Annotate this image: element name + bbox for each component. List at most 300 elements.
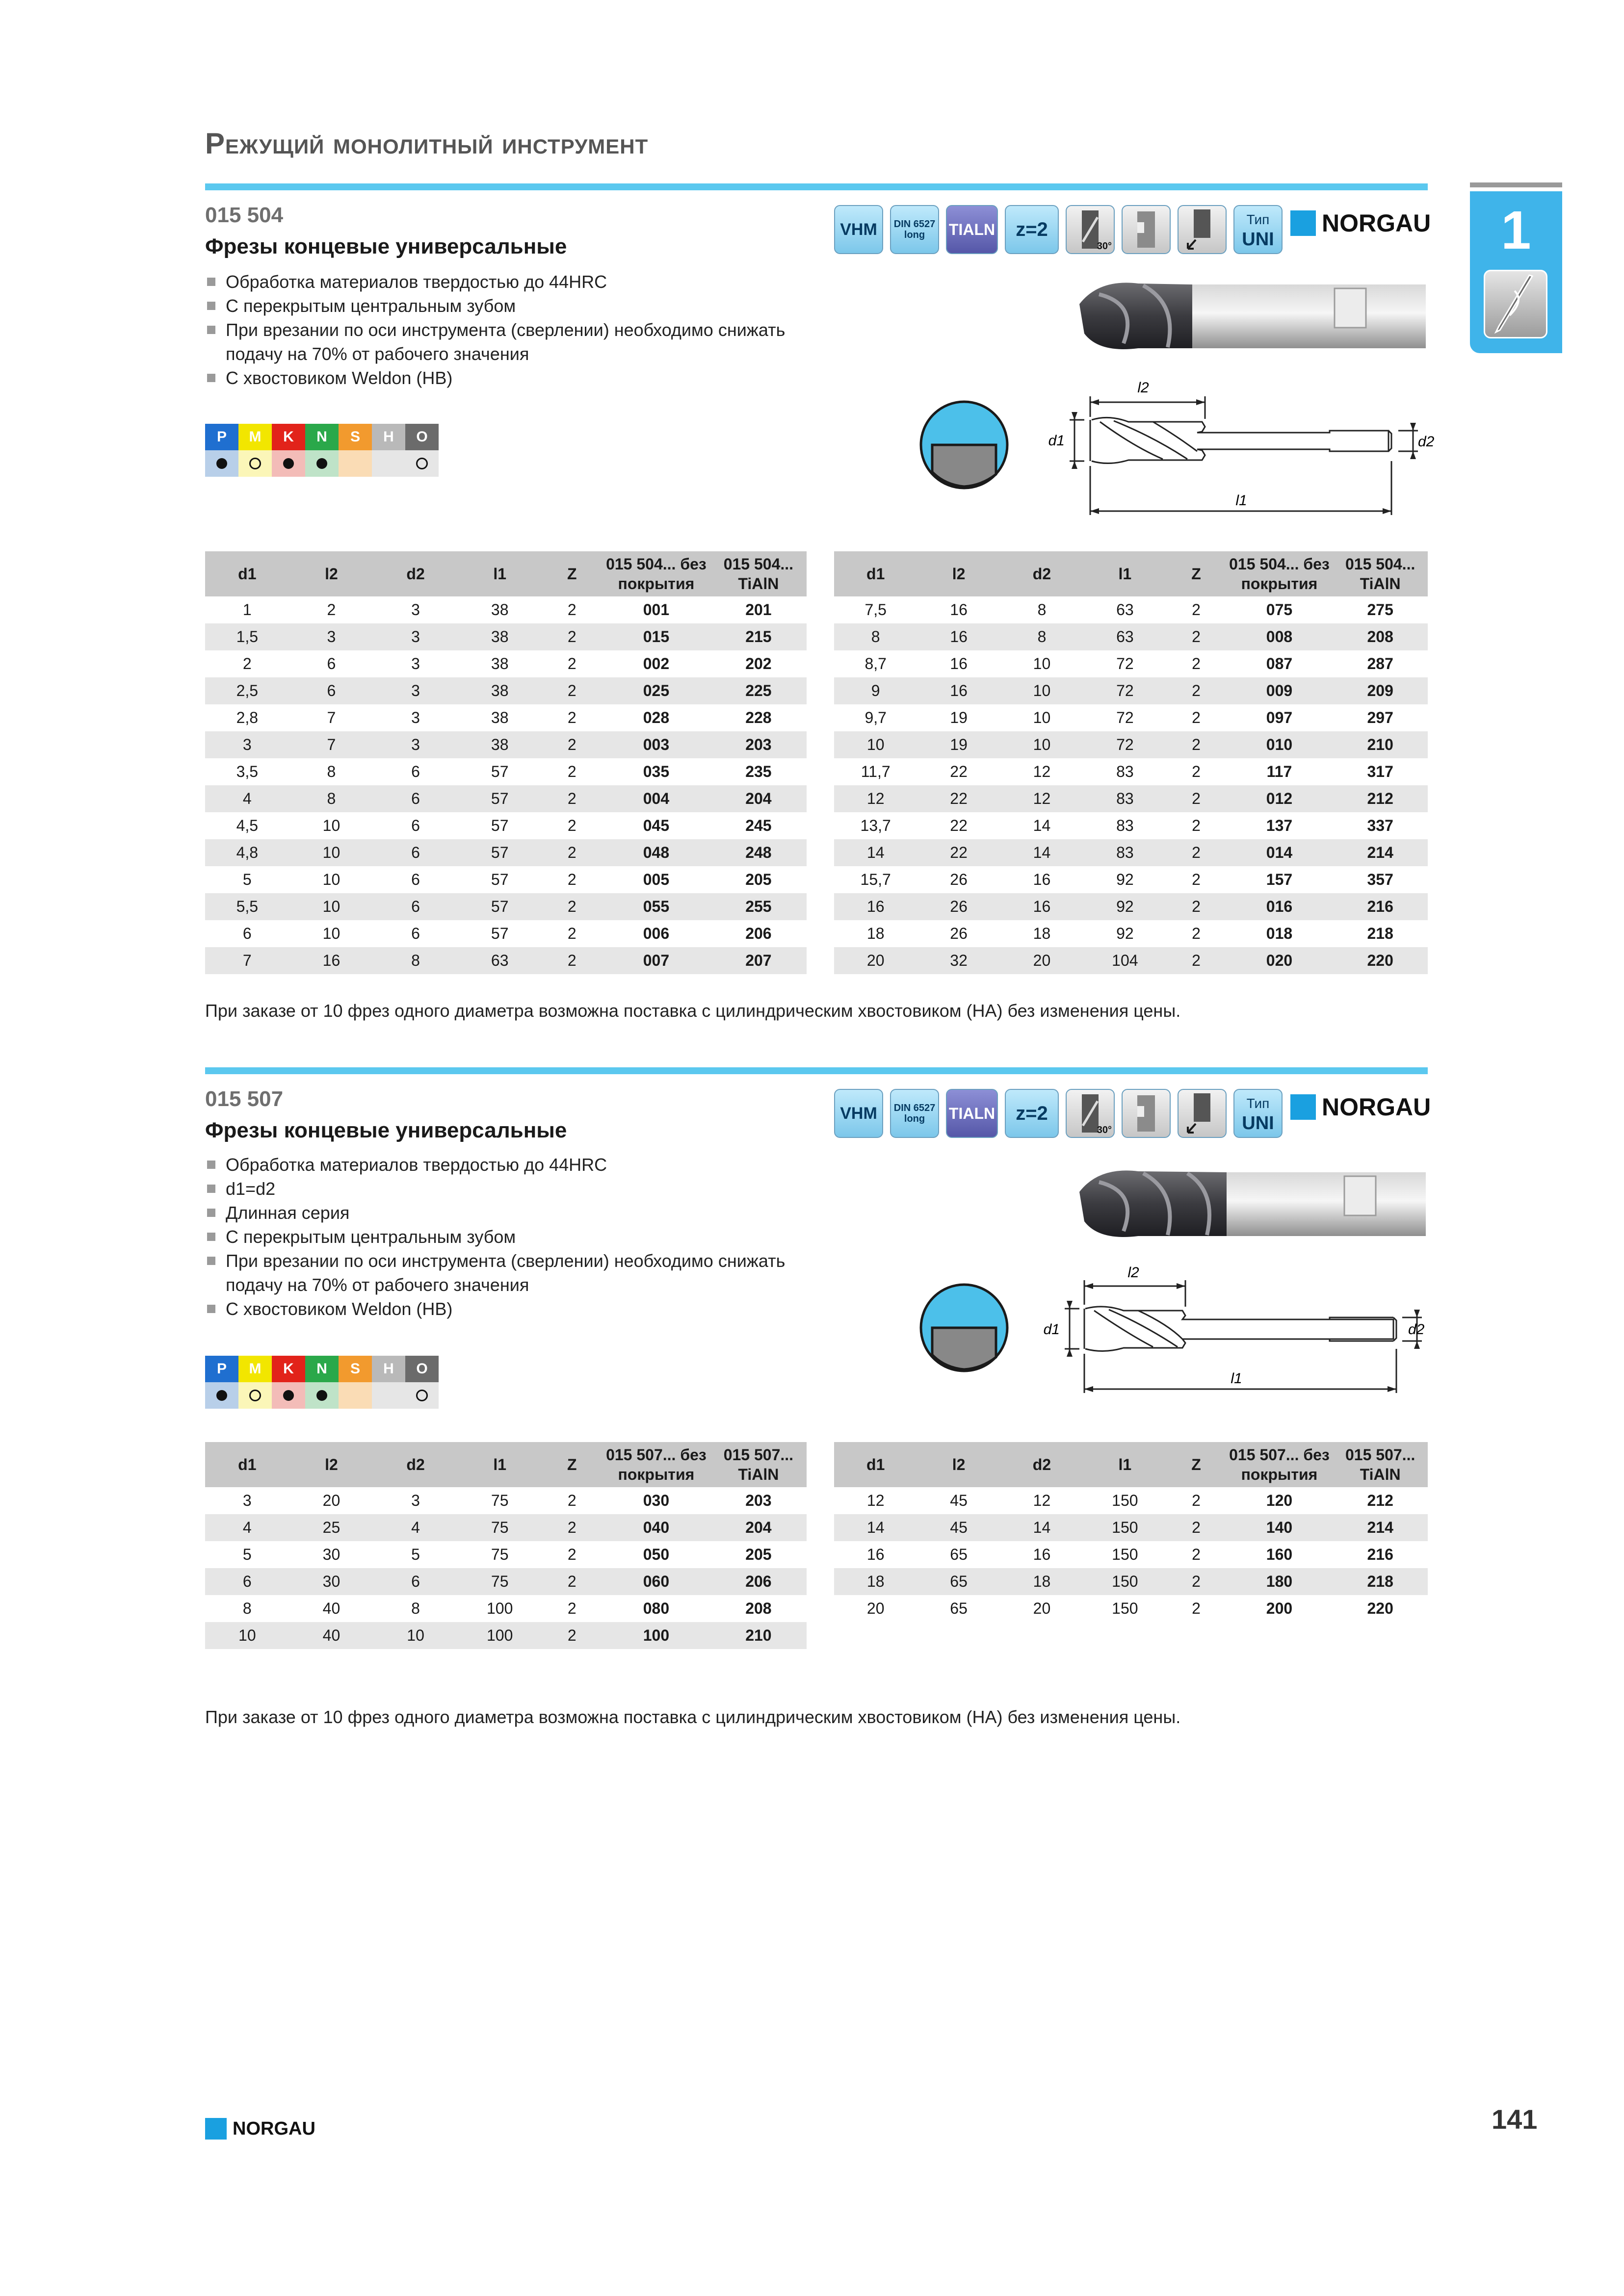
table-row xyxy=(205,677,807,704)
hollow-dot-icon xyxy=(416,1390,428,1401)
table-cell: 12 xyxy=(866,1492,885,1509)
feature-item: Длинная серия xyxy=(205,1201,794,1225)
table-cell: 5 xyxy=(411,1546,420,1563)
table-cell: 2 xyxy=(1167,785,1226,812)
table-cell: 30 xyxy=(322,1546,341,1563)
table-cell: 10 xyxy=(834,731,917,758)
z-label: z=2 xyxy=(1016,1102,1048,1124)
table-cell: 100 xyxy=(602,1622,710,1649)
table-cell: 297 xyxy=(1367,709,1393,726)
table-header-row xyxy=(205,1442,807,1487)
table-cell: 248 xyxy=(710,839,807,866)
feature-item: d1=d2 xyxy=(205,1177,794,1201)
table-cell: 8 xyxy=(373,947,458,974)
material-suitability xyxy=(405,450,439,477)
type-value: UNI xyxy=(1242,1113,1274,1134)
table-cell: 16 xyxy=(1000,893,1083,920)
material-suitability xyxy=(339,1382,372,1409)
table-cell: 050 xyxy=(643,1546,670,1563)
table-cell: 3,5 xyxy=(236,763,259,780)
material-suitability xyxy=(205,1382,238,1409)
table-header-row xyxy=(834,551,1428,596)
table-cell: 57 xyxy=(458,785,542,812)
table-row xyxy=(205,920,807,947)
table-cell: 1,5 xyxy=(205,623,289,650)
section2-brand xyxy=(1290,1093,1431,1121)
section2-table-right xyxy=(834,1442,1428,1622)
material-suitability xyxy=(372,450,405,477)
section1-material-groups xyxy=(205,424,439,477)
section1-brand xyxy=(1290,209,1431,237)
table-cell: 2 xyxy=(567,655,576,672)
table-cell: 4 xyxy=(205,1514,289,1541)
column-header: l1 xyxy=(458,551,542,596)
table-row xyxy=(834,1568,1428,1595)
table-cell: 2 xyxy=(567,763,576,780)
table-cell: 218 xyxy=(1367,925,1393,942)
column-header: d2 xyxy=(373,551,458,596)
table-row xyxy=(834,1514,1428,1541)
table-cell: 245 xyxy=(745,817,772,834)
table-row xyxy=(834,947,1428,974)
table-row xyxy=(205,758,807,785)
table-cell: 003 xyxy=(602,731,710,758)
material-letter: K xyxy=(272,424,305,450)
table-row xyxy=(205,650,807,677)
table-cell: 4,5 xyxy=(236,817,259,834)
table-cell: 160 xyxy=(1266,1546,1293,1563)
material-letter: N xyxy=(305,1356,339,1382)
table-cell: 9,7 xyxy=(864,709,887,726)
table-cell: 7 xyxy=(327,709,336,726)
table-cell: 212 xyxy=(1333,785,1428,812)
section1-title: Фрезы концевые универсальные xyxy=(205,234,567,258)
table-cell: 20 xyxy=(1000,947,1083,974)
table-cell: 2 xyxy=(542,1622,602,1649)
table-cell: 16 xyxy=(1033,871,1051,888)
material-suitability xyxy=(205,450,238,477)
z-badge xyxy=(1005,205,1059,254)
table-cell: 2 xyxy=(567,817,576,834)
section1-table-right xyxy=(834,551,1428,974)
tialn-badge xyxy=(946,205,998,254)
table-row xyxy=(834,785,1428,812)
table-cell: 14 xyxy=(834,839,917,866)
material-group-h xyxy=(372,424,405,477)
table-cell: 2,8 xyxy=(236,709,259,726)
table-cell: 12 xyxy=(834,785,917,812)
filled-dot-icon xyxy=(216,1390,227,1401)
feature-item: Обработка материалов твердостью до 44HRC xyxy=(205,270,794,294)
table-cell: 212 xyxy=(1367,1492,1393,1509)
material-letter: S xyxy=(339,424,372,450)
table-cell: 6 xyxy=(411,817,420,834)
feature-item: С хвостовиком Weldon (HB) xyxy=(205,1297,794,1321)
hollow-dot-icon xyxy=(416,458,428,469)
material-letter: P xyxy=(205,424,238,450)
table-cell: 45 xyxy=(917,1514,1000,1541)
table-cell: 2 xyxy=(567,871,576,888)
material-suitability xyxy=(272,1382,305,1409)
table-cell: 57 xyxy=(458,893,542,920)
brand-square-icon xyxy=(1290,1094,1316,1120)
material-group-h xyxy=(372,1356,405,1409)
material-group-n xyxy=(305,1356,339,1409)
table-cell: 75 xyxy=(491,1546,509,1563)
material-group-p xyxy=(205,1356,238,1409)
din-label: DIN 6527 xyxy=(893,1103,936,1113)
chapter-tab-rule xyxy=(1470,182,1562,187)
table-row xyxy=(834,623,1428,650)
table-cell: 10 xyxy=(289,839,374,866)
table-row xyxy=(205,1568,807,1595)
l1-label: l1 xyxy=(1235,492,1247,509)
brand-square-icon xyxy=(205,2118,227,2140)
material-letter: N xyxy=(305,424,339,450)
table-row xyxy=(205,947,807,974)
filled-dot-icon xyxy=(316,458,327,469)
column-header: 015 504... TiAlN xyxy=(710,551,807,596)
table-cell: 65 xyxy=(950,1599,968,1617)
weldon-shank-icon xyxy=(1122,1089,1171,1138)
table-cell: 2 xyxy=(1192,709,1201,726)
vhm-badge xyxy=(834,1089,883,1138)
table-cell: 206 xyxy=(745,925,772,942)
table-cell: 140 xyxy=(1226,1514,1333,1541)
column-header: l2 xyxy=(917,1442,1000,1487)
table-cell: 028 xyxy=(643,709,670,726)
l1-label: l1 xyxy=(1231,1370,1242,1387)
table-cell: 6 xyxy=(242,925,252,942)
table-cell: 10 xyxy=(1033,709,1051,726)
table-cell: 7 xyxy=(289,731,374,758)
table-cell: 2 xyxy=(542,1568,602,1595)
feature-item: При врезании по оси инструмента (сверлении) необходимо снижать подачу на 70% от рабочего значения xyxy=(205,318,794,366)
table-cell: 72 xyxy=(1116,709,1134,726)
table-cell: 208 xyxy=(1333,623,1428,650)
table-cell: 2 xyxy=(567,1492,576,1509)
table-cell: 72 xyxy=(1083,677,1166,704)
brand-square-icon xyxy=(1290,210,1316,236)
table-cell: 45 xyxy=(950,1492,968,1509)
table-cell: 002 xyxy=(643,655,670,672)
column-header: 015 504... без покрытия xyxy=(602,551,710,596)
table-cell: 3 xyxy=(411,655,420,672)
section1-table-left xyxy=(205,551,807,974)
table-cell: 2 xyxy=(1167,731,1226,758)
table-cell: 72 xyxy=(1116,655,1134,672)
material-suitability xyxy=(272,450,305,477)
table-cell: 225 xyxy=(710,677,807,704)
table-cell: 16 xyxy=(866,1546,885,1563)
section1-rule xyxy=(205,183,1428,190)
table-cell: 2 xyxy=(1192,1492,1201,1509)
table-cell: 201 xyxy=(745,601,772,619)
table-cell: 2 xyxy=(1167,677,1226,704)
table-row xyxy=(205,596,807,623)
table-cell: 2 xyxy=(1192,1546,1201,1563)
d2-label: d2 xyxy=(1418,434,1435,450)
drill-icon xyxy=(1484,270,1547,338)
column-header: Z xyxy=(542,551,602,596)
helix-angle-icon xyxy=(1066,1089,1115,1138)
filled-dot-icon xyxy=(216,458,227,469)
material-group-s xyxy=(339,424,372,477)
table-cell: 12 xyxy=(1000,785,1083,812)
column-header: l1 xyxy=(458,1442,542,1487)
material-suitability xyxy=(305,1382,339,1409)
table-cell: 14 xyxy=(1000,839,1083,866)
table-cell: 14 xyxy=(1000,1514,1083,1541)
table-row xyxy=(205,1541,807,1568)
table-cell: 18 xyxy=(1000,1568,1083,1595)
table-cell: 38 xyxy=(491,655,509,672)
cross-section-icon xyxy=(917,398,1011,491)
filled-dot-icon xyxy=(316,1390,327,1401)
table-cell: 208 xyxy=(745,1599,772,1617)
table-cell: 337 xyxy=(1367,817,1393,834)
table-cell: 63 xyxy=(458,947,542,974)
z-badge xyxy=(1005,1089,1059,1138)
table-cell: 150 xyxy=(1083,1514,1166,1541)
table-cell: 16 xyxy=(917,623,1000,650)
table-row xyxy=(834,704,1428,731)
table-cell: 2 xyxy=(567,1546,576,1563)
table-cell: 015 xyxy=(602,623,710,650)
table-cell: 3 xyxy=(411,601,420,619)
table-cell: 10 xyxy=(322,817,341,834)
table-cell: 2 xyxy=(542,947,602,974)
table-row xyxy=(834,1595,1428,1622)
table-row xyxy=(205,1595,807,1622)
table-cell: 001 xyxy=(643,601,670,619)
table-cell: 10 xyxy=(1000,677,1083,704)
table-cell: 215 xyxy=(710,623,807,650)
table-cell: 13,7 xyxy=(860,817,891,834)
table-cell: 14 xyxy=(834,1514,917,1541)
chapter-tab-number: 1 xyxy=(1501,200,1531,260)
din-label: DIN 6527 xyxy=(893,219,936,230)
section2-code: 015 507 xyxy=(205,1087,284,1111)
table-cell: 8 xyxy=(1000,623,1083,650)
helix-angle-icon xyxy=(1066,205,1115,254)
table-cell: 150 xyxy=(1083,1568,1166,1595)
table-cell: 18 xyxy=(866,925,885,942)
table-cell: 16 xyxy=(1033,1546,1051,1563)
column-header: Z xyxy=(1167,551,1226,596)
table-cell: 2 xyxy=(1192,763,1201,780)
table-cell: 57 xyxy=(491,763,509,780)
material-group-o xyxy=(405,424,439,477)
table-cell: 2 xyxy=(567,601,576,619)
table-cell: 32 xyxy=(917,947,1000,974)
table-cell: 20 xyxy=(322,1492,341,1509)
table-cell: 10 xyxy=(322,871,341,888)
column-header: d1 xyxy=(834,551,917,596)
table-cell: 63 xyxy=(1083,623,1166,650)
table-cell: 009 xyxy=(1226,677,1333,704)
type-label: Тип xyxy=(1246,1096,1270,1111)
table-cell: 087 xyxy=(1266,655,1293,672)
material-group-m xyxy=(238,1356,272,1409)
table-cell: 005 xyxy=(643,871,670,888)
table-cell: 030 xyxy=(643,1492,670,1509)
d2-label: d2 xyxy=(1408,1321,1425,1338)
material-group-s xyxy=(339,1356,372,1409)
material-group-o xyxy=(405,1356,439,1409)
vhm-label: VHM xyxy=(840,1104,877,1123)
hollow-dot-icon xyxy=(249,1390,261,1401)
table-cell: 2 xyxy=(1192,817,1201,834)
material-suitability xyxy=(238,450,272,477)
helix-angle-label: 30° xyxy=(1097,241,1112,252)
d1-label: d1 xyxy=(1048,433,1065,449)
table-cell: 2 xyxy=(1192,655,1201,672)
table-cell: 205 xyxy=(745,871,772,888)
material-letter: S xyxy=(339,1356,372,1382)
table-cell: 26 xyxy=(950,925,968,942)
table-cell: 92 xyxy=(1116,871,1134,888)
table-row xyxy=(205,1487,807,1514)
table-cell: 100 xyxy=(486,1599,513,1617)
table-row xyxy=(834,893,1428,920)
table-row xyxy=(205,623,807,650)
table-cell: 10 xyxy=(1033,655,1051,672)
table-cell: 206 xyxy=(710,1568,807,1595)
column-header: d2 xyxy=(1000,551,1083,596)
table-cell: 055 xyxy=(602,893,710,920)
end-mill-photo xyxy=(1070,275,1428,358)
table-cell: 3 xyxy=(411,1492,420,1509)
table-row xyxy=(205,731,807,758)
table-cell: 080 xyxy=(643,1599,670,1617)
table-cell: 75 xyxy=(491,1492,509,1509)
table-cell: 16 xyxy=(917,677,1000,704)
column-header: l1 xyxy=(1083,1442,1166,1487)
table-cell: 216 xyxy=(1333,893,1428,920)
column-header: l2 xyxy=(917,551,1000,596)
table-row xyxy=(834,1541,1428,1568)
table-cell: 3 xyxy=(373,731,458,758)
table-cell: 72 xyxy=(1083,731,1166,758)
table-cell: 008 xyxy=(1226,623,1333,650)
table-cell: 040 xyxy=(602,1514,710,1541)
table-cell: 2 xyxy=(542,677,602,704)
material-suitability xyxy=(305,450,339,477)
table-cell: 57 xyxy=(491,871,509,888)
type-value: UNI xyxy=(1242,229,1274,250)
table-cell: 100 xyxy=(458,1622,542,1649)
chapter-tab xyxy=(1470,191,1562,353)
table-cell: 097 xyxy=(1266,709,1293,726)
column-header: l2 xyxy=(289,551,374,596)
table-cell: 8 xyxy=(242,1599,252,1617)
table-row xyxy=(205,704,807,731)
table-cell: 8 xyxy=(327,763,336,780)
table-cell: 40 xyxy=(289,1622,374,1649)
column-header: d1 xyxy=(205,1442,289,1487)
column-header: 015 507... без покрытия xyxy=(1226,1442,1333,1487)
dimension-drawing xyxy=(1048,368,1435,525)
d1-label: d1 xyxy=(1043,1321,1060,1338)
material-letter: P xyxy=(205,1356,238,1382)
table-row xyxy=(834,839,1428,866)
table-cell: 6 xyxy=(373,893,458,920)
filled-dot-icon xyxy=(283,458,294,469)
table-cell: 6 xyxy=(373,1568,458,1595)
table-cell: 014 xyxy=(1226,839,1333,866)
table-cell: 2 xyxy=(327,601,336,619)
table-cell: 010 xyxy=(1226,731,1333,758)
table-cell: 83 xyxy=(1116,763,1134,780)
table-row xyxy=(834,650,1428,677)
table-cell: 012 xyxy=(1226,785,1333,812)
table-cell: 045 xyxy=(643,817,670,834)
table-row xyxy=(834,758,1428,785)
table-cell: 075 xyxy=(1266,601,1293,619)
material-suitability xyxy=(339,450,372,477)
table-header-row xyxy=(834,1442,1428,1487)
table-cell: 6 xyxy=(327,655,336,672)
table-cell: 15,7 xyxy=(860,871,891,888)
column-header: 015 507... TiAlN xyxy=(710,1442,807,1487)
table-cell: 16 xyxy=(950,601,968,619)
table-row xyxy=(205,1622,807,1649)
vhm-badge xyxy=(834,205,883,254)
table-cell: 3 xyxy=(289,623,374,650)
table-cell: 2 xyxy=(567,709,576,726)
table-cell: 4 xyxy=(373,1514,458,1541)
table-cell: 26 xyxy=(950,871,968,888)
table-cell: 4,8 xyxy=(205,839,289,866)
table-cell: 209 xyxy=(1333,677,1428,704)
table-cell: 117 xyxy=(1266,763,1292,780)
section2-table-left xyxy=(205,1442,807,1649)
table-cell: 83 xyxy=(1083,785,1166,812)
table-cell: 150 xyxy=(1112,1546,1138,1563)
column-header: l1 xyxy=(1083,551,1166,596)
table-cell: 2 xyxy=(1167,623,1226,650)
table-cell: 2 xyxy=(1192,925,1201,942)
section2-material-groups xyxy=(205,1356,439,1409)
table-cell: 216 xyxy=(1367,1546,1393,1563)
material-group-m xyxy=(238,424,272,477)
table-cell: 5 xyxy=(242,871,252,888)
table-cell: 048 xyxy=(602,839,710,866)
material-group-n xyxy=(305,424,339,477)
table-cell: 22 xyxy=(917,785,1000,812)
table-cell: 20 xyxy=(866,1599,885,1617)
table-cell: 3 xyxy=(205,731,289,758)
table-cell: 317 xyxy=(1367,763,1393,780)
table-cell: 3 xyxy=(411,709,420,726)
table-cell: 120 xyxy=(1266,1492,1293,1509)
material-group-k xyxy=(272,424,305,477)
table-cell: 2 xyxy=(1167,839,1226,866)
table-cell: 57 xyxy=(491,925,509,942)
table-cell: 204 xyxy=(710,1514,807,1541)
table-cell: 2 xyxy=(542,731,602,758)
table-row xyxy=(834,866,1428,893)
table-row xyxy=(834,677,1428,704)
table-cell: 18 xyxy=(1033,925,1051,942)
din-sub-label: long xyxy=(904,230,925,240)
type-uni-badge xyxy=(1233,205,1283,254)
column-header: 015 507... без покрытия xyxy=(602,1442,710,1487)
table-cell: 5,5 xyxy=(205,893,289,920)
table-cell: 018 xyxy=(1266,925,1293,942)
table-cell: 180 xyxy=(1226,1568,1333,1595)
